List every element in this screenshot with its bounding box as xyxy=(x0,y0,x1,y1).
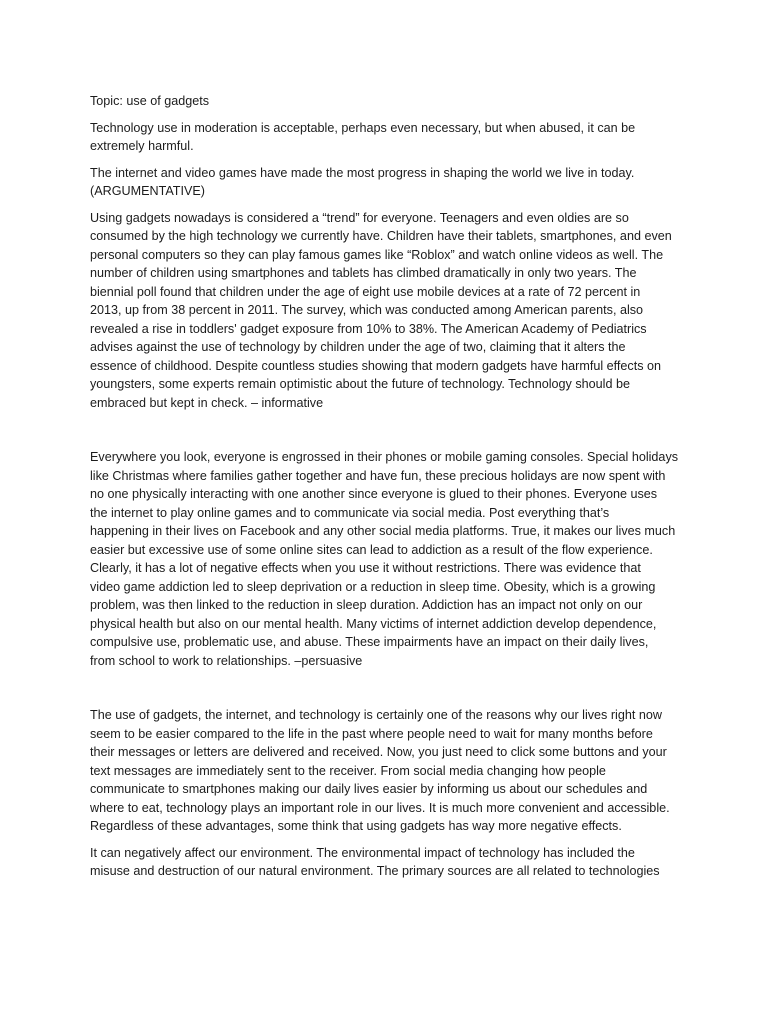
paragraph-environment: It can negatively affect our environment. The environmental impact of technology has included the misuse and destruction of our natural environment. The primary sources are all related to technologies xyxy=(90,845,660,878)
paragraph-moderation: Technology use in moderation is acceptable, perhaps even necessary, but when abused, it can be extremely harmful. xyxy=(90,120,636,153)
paragraph-advantages: The use of gadgets, the internet, and technology is certainly one of the reasons why our lives right now seem to be easier compared to the life in the past where people need to wait for many months before their messages or letters are delivered and received. Now, you just need to click some buttons and your text messages are immediately sent to the receiver. From social media changing how people communicate to smartphones making our daily lives easier by informing us about our schedules and where to eat, technology plays an important role in our lives. It is much more convenient and accessible. Regardless of these advantages, some think that using gadgets has way more negative effects. xyxy=(90,708,670,833)
topic-line: Topic: use of gadgets xyxy=(90,94,210,108)
document-body xyxy=(90,92,682,881)
paragraph-persuasive: Everywhere you look, everyone is engrossed in their phones or mobile gaming consoles. Special holidays like Christmas where families gather together and have fun, these precious holidays are now spent with no one physically interacting with one another since everyone is glued to their phones. Everyone uses the internet to play online games and to communicate via social media. Post everything that’s happening in their lives on Facebook and any other social media platforms. True, it makes our lives much easier but excessive use of some online sites can lead to addiction as a result of the flow experience. Clearly, it has a lot of negative effects when you use it without restrictions. There was evidence that video game addiction led to sleep deprivation or a reduction in sleep time. Obesity, which is a growing problem, was then linked to the reduction in sleep duration. Addiction has an impact not only on our physical health but also on our mental health. Many victims of internet addiction develop dependence, compulsive use, problematic use, and abuse. These impairments have an impact on their daily lives, from school to work to relationships. –persuasive xyxy=(90,450,679,668)
paragraph-argumentative: The internet and video games have made the most progress in shaping the world we live in today. (ARGUMENTATIVE) xyxy=(90,165,635,198)
paragraph-informative: Using gadgets nowadays is considered a “trend” for everyone. Teenagers and even oldies are so consumed by the high technology we currently have. Children have their tablets, smartphones, and even personal computers so they can play famous games like “Roblox” and watch online videos as well. The number of children using smartphones and tablets has climbed dramatically in only two years. The biennial poll found that children under the age of eight use mobile devices at a rate of 72 percent in 2013, up from 38 percent in 2011. The survey, which was conducted among American parents, also revealed a rise in toddlers' gadget exposure from 10% to 38%. The American Academy of Pediatrics advises against the use of technology by children under the age of two, claiming that it alters the essence of childhood. Despite countless studies showing that modern gadgets have harmful effects on youngsters, some experts remain optimistic about the future of technology. Technology should be embraced but kept in check. – informative xyxy=(90,210,672,410)
